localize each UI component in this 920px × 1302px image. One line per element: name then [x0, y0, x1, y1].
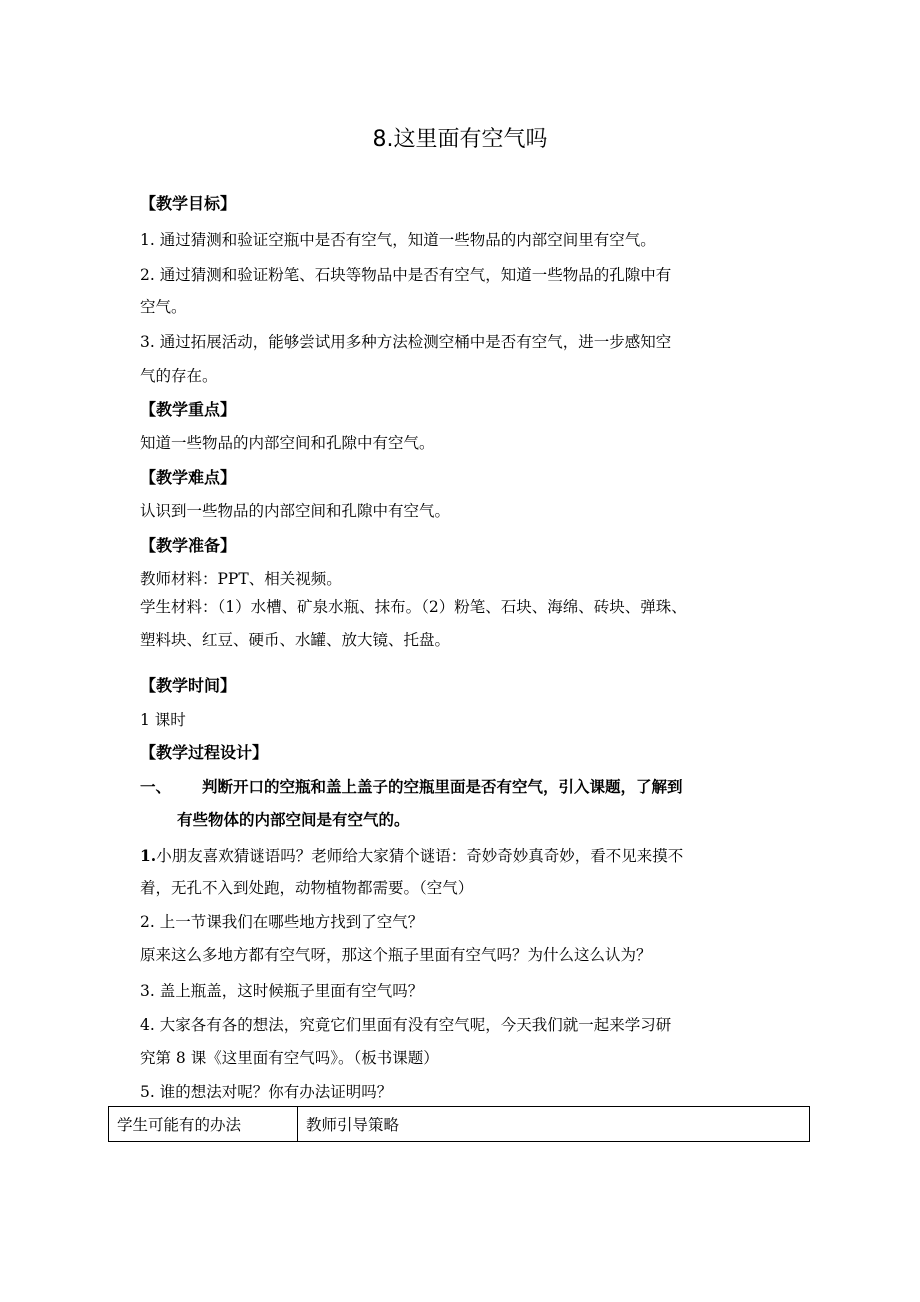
part1-heading: 有些物体的内部空间是有空气的。: [177, 810, 410, 829]
part1-number: 一、: [140, 777, 172, 796]
table-row: [109, 1107, 810, 1142]
page-title: 8.这里面有空气吗: [372, 127, 548, 152]
objectives-heading: 【教学目标】: [140, 194, 237, 213]
step-1: [140, 846, 683, 866]
prep-student: 学生材料：（1）水槽、矿泉水瓶、抹布。（2）粉笔、石块、海绵、砖块、弹珠、: [140, 598, 687, 616]
prep-student: 塑料块、红豆、硬币、水罐、放大镜、托盘。: [140, 631, 451, 649]
objective-line: 空气。: [140, 298, 187, 316]
difficult-heading: 【教学难点】: [140, 468, 237, 487]
table-header: 教师引导策略: [298, 1107, 810, 1142]
table-header: 学生可能有的办法: [109, 1107, 298, 1142]
process-heading: 【教学过程设计】: [140, 743, 269, 762]
step-text: 小朋友喜欢猜谜语吗？老师给大家猜个谜语：奇妙奇妙真奇妙，看不见来摸不: [156, 847, 684, 865]
step-4-continued: 究第 8 课《这里面有空气吗》。（板书课题）: [140, 1049, 439, 1067]
time-heading: 【教学时间】: [140, 676, 237, 695]
step-number: 1.: [140, 846, 157, 865]
step-3: 3. 盖上瓶盖，这时候瓶子里面有空气吗？: [140, 982, 424, 1000]
key-text: 知道一些物品的内部空间和孔隙中有空气。: [140, 434, 435, 452]
prep-heading: 【教学准备】: [140, 536, 237, 555]
objective-line: 3. 通过拓展活动，能够尝试用多种方法检测空桶中是否有空气，进一步感知空: [140, 333, 672, 351]
objective-line: 气的存在。: [140, 367, 218, 385]
prep-teacher: 教师材料：PPT、相关视频。: [140, 570, 342, 588]
step-2-continued: 原来这么多地方都有空气呀，那这个瓶子里面有空气吗？为什么这么认为？: [140, 946, 652, 964]
step-2: 2. 上一节课我们在哪些地方找到了空气？: [140, 913, 424, 931]
key-heading: 【教学重点】: [140, 400, 237, 419]
objective-line: 2. 通过猜测和验证粉笔、石块等物品中是否有空气，知道一些物品的孔隙中有: [140, 266, 672, 284]
step-1-continued: 着，无孔不入到处跑，动物植物都需要。（空气）: [140, 879, 474, 897]
part1-heading: 判断开口的空瓶和盖上盖子的空瓶里面是否有空气，引入课题，了解到: [202, 777, 683, 796]
objective-line: 1. 通过猜测和验证空瓶中是否有空气，知道一些物品的内部空间里有空气。: [140, 231, 656, 249]
methods-table: [108, 1106, 810, 1142]
step-4: 4. 大家各有各的想法，究竟它们里面有没有空气呢，今天我们就一起来学习研: [140, 1016, 672, 1034]
step-5: 5. 谁的想法对呢？你有办法证明吗？: [140, 1083, 393, 1101]
time-text: 1 课时: [140, 711, 186, 729]
difficult-text: 认识到一些物品的内部空间和孔隙中有空气。: [140, 502, 451, 520]
